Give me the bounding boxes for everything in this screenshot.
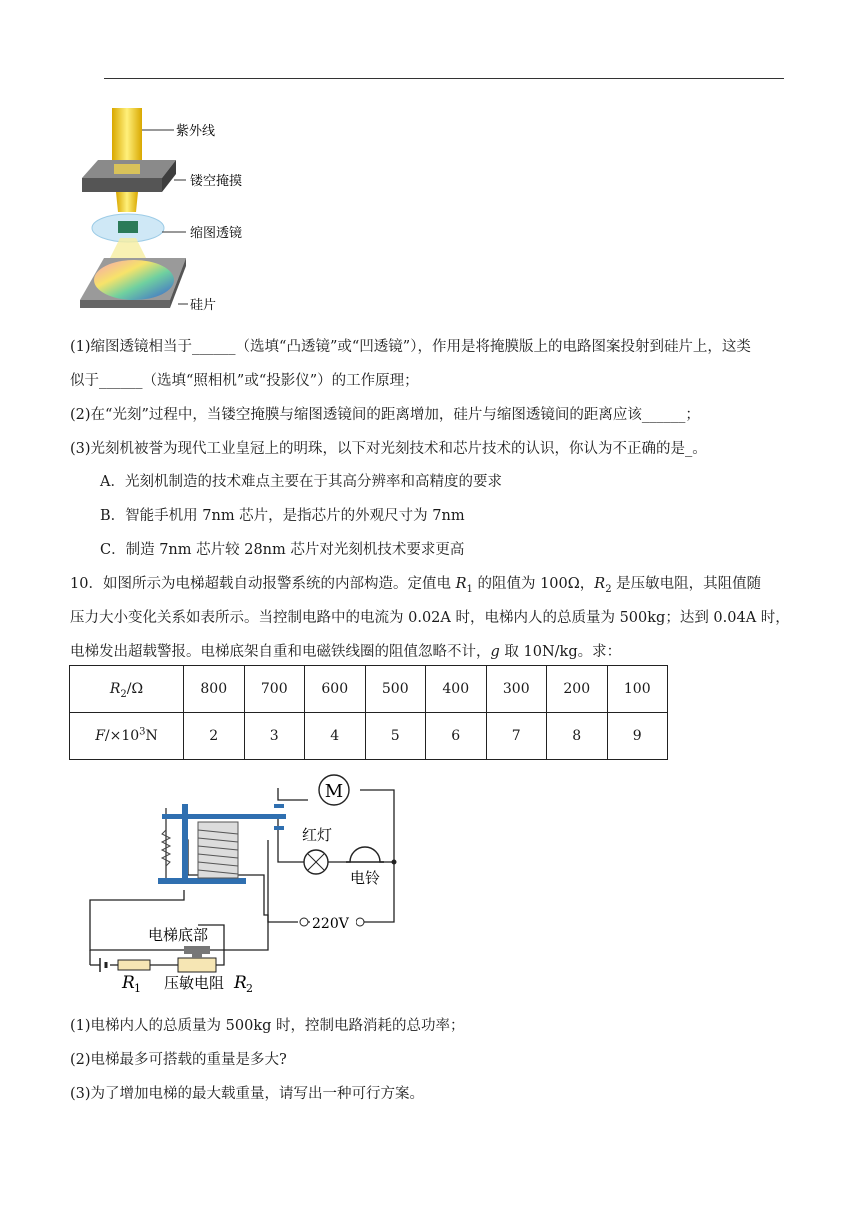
- table-cell: 100: [607, 666, 668, 713]
- table-cell: 3: [244, 713, 305, 760]
- q9-part1-line1: (1)缩图透镜相当于______（选填“凸透镜”或“凹透镜”），作用是将掩膜版上的电路图案投射到硅片上，这类: [70, 339, 751, 355]
- table-cell: 800: [184, 666, 245, 713]
- row-header-force: $F/\times 10^3N$: [70, 713, 184, 760]
- header-rule: [104, 78, 784, 79]
- svg-text:电铃: 电铃: [350, 869, 381, 887]
- lithography-figure: [74, 108, 274, 328]
- table-cell: 200: [547, 666, 608, 713]
- q9-option-a: A．光刻机制造的技术难点主要在于其高分辨率和高精度的要求: [100, 474, 502, 490]
- table-cell: 500: [365, 666, 426, 713]
- q10-line1: 10．如图所示为电梯超载自动报警系统的内部构造。定值电 $R_1$ 的阻值为 100Ω，$R_2$ 是压敏电阻，其阻值随: [70, 576, 762, 595]
- q9-part2: (2)在“光刻”过程中，当镂空掩膜与缩图透镜间的距离增加，硅片与缩图透镜间的距离应该______；: [70, 407, 700, 423]
- q9-part3: (3)光刻机被誉为现代工业皇冠上的明珠，以下对光刻技术和芯片技术的认识，你认为不正确的是_。: [70, 441, 707, 457]
- circuit-figure: [78, 770, 408, 995]
- q10-line2: 压力大小变化关系如表所示。当控制电路中的电流为 0.02A 时，电梯内人的总质量为 500kg；达到 0.04A 时，: [70, 610, 790, 626]
- q9-option-b: B．智能手机用 7nm 芯片，是指芯片的外观尺寸为 7nm: [100, 508, 465, 524]
- table-cell: 400: [426, 666, 487, 713]
- table-cell: 8: [547, 713, 608, 760]
- uv-beam: [112, 108, 142, 163]
- label-wafer: 硅片: [190, 298, 217, 313]
- table-cell: 6: [426, 713, 487, 760]
- table-cell: 7: [486, 713, 547, 760]
- svg-text:220V: 220V: [312, 916, 349, 932]
- label-uv: 紫外线: [176, 124, 216, 139]
- table-row: [70, 713, 668, 760]
- row-header-r2: $R_2/\Omega$: [70, 666, 184, 713]
- label-lens: 缩图透镜: [190, 226, 243, 241]
- svg-text:2: 2: [246, 982, 253, 995]
- svg-text:R: R: [234, 973, 247, 993]
- resistor-r2: [178, 958, 216, 972]
- wafer: [94, 260, 174, 300]
- svg-text:R: R: [122, 973, 135, 993]
- table-cell: 700: [244, 666, 305, 713]
- q9-part1-line2: 似于______（选填“照相机”或“投影仪”）的工作原理；: [70, 373, 419, 389]
- q10-line3: 电梯发出超载警报。电梯底架自重和电磁铁线圈的阻值忽略不计，g 取 10N/kg。求：: [70, 644, 622, 660]
- svg-text:M: M: [324, 781, 344, 802]
- table-cell: 5: [365, 713, 426, 760]
- q10-sub3: (3)为了增加电梯的最大载重量，请写出一种可行方案。: [70, 1086, 425, 1102]
- bell-symbol: [346, 847, 384, 862]
- table-cell: 9: [607, 713, 668, 760]
- resistance-force-table: [69, 665, 668, 760]
- svg-text:红灯: 红灯: [302, 826, 333, 844]
- svg-text:1: 1: [134, 982, 141, 995]
- svg-text:电梯底部: 电梯底部: [148, 926, 209, 944]
- resistor-r1: [118, 960, 150, 970]
- table-cell: 2: [184, 713, 245, 760]
- table-cell: 4: [305, 713, 366, 760]
- q10-sub1: (1)电梯内人的总质量为 500kg 时，控制电路消耗的总功率；: [70, 1018, 465, 1034]
- table-row: [70, 666, 668, 713]
- q9-option-c: C．制造 7nm 芯片较 28nm 芯片对光刻机技术要求更高: [100, 542, 465, 558]
- svg-text:压敏电阻: 压敏电阻: [164, 974, 225, 992]
- label-mask: 镂空掩摸: [190, 174, 243, 189]
- table-cell: 300: [486, 666, 547, 713]
- table-cell: 600: [305, 666, 366, 713]
- q10-sub2: (2)电梯最多可搭载的重量是多大?: [70, 1052, 287, 1068]
